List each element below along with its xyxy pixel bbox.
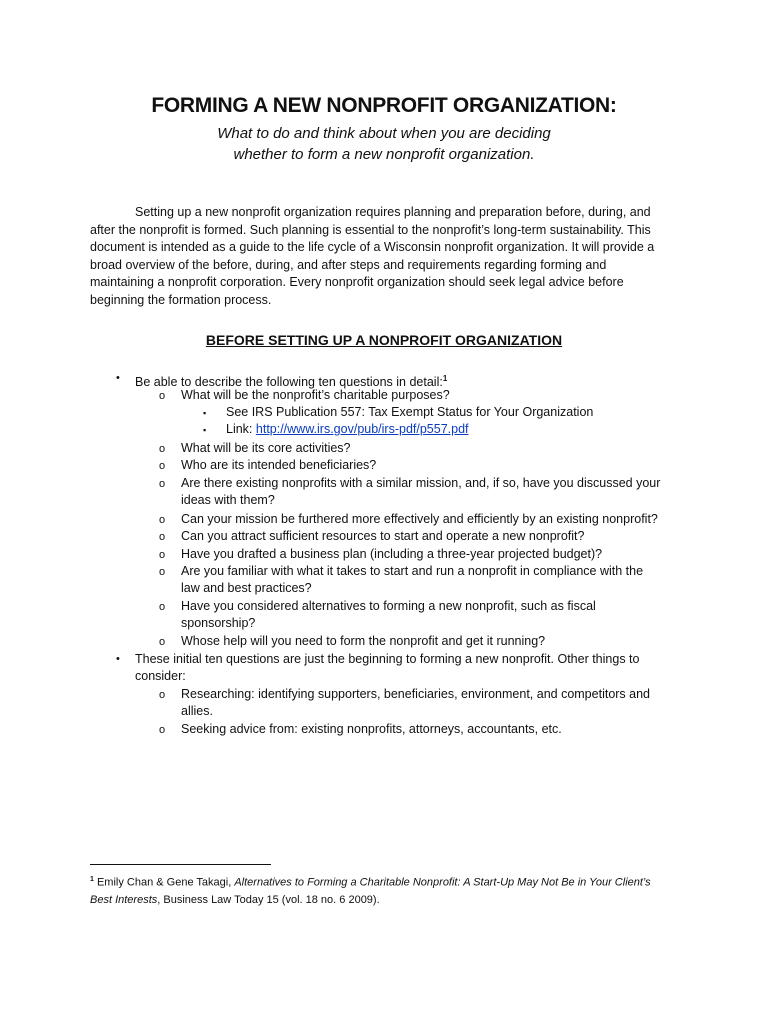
circle-marker: o: [159, 689, 166, 701]
list-subitem-continuation: ideas with them?: [181, 493, 275, 507]
list-subitem: Whose help will you need to form the nonprofit and get it running?: [181, 634, 546, 648]
list-subitem: Have you drafted a business plan (including a three-year projected budget)?: [181, 547, 603, 561]
circle-marker: o: [159, 514, 166, 526]
bullet-marker: •: [116, 372, 120, 384]
irs-publication-link[interactable]: http://www.irs.gov/pub/irs-pdf/p557.pdf: [255, 422, 469, 436]
intro-line: after the nonprofit is formed. Such planning is essential to the nonprofit’s long-term sustainability. This: [90, 222, 651, 237]
square-marker: ▪: [203, 425, 207, 435]
square-marker: ▪: [203, 408, 207, 418]
circle-marker: o: [159, 636, 166, 648]
bullet-marker: •: [116, 653, 120, 665]
list-subitem: Have you considered alternatives to forming a new nonprofit, such as fiscal: [181, 599, 596, 613]
list-subitem: Are there existing nonprofits with a similar mission, and, if so, have you discussed your: [181, 476, 661, 490]
list-subsubitem: See IRS Publication 557: Tax Exempt Status for Your Organization: [226, 405, 594, 419]
footnote-line: [90, 871, 690, 892]
intro-paragraph: [90, 204, 678, 309]
link-label: Link:: [226, 422, 256, 436]
list-subitem: What will be the nonprofit’s charitable purposes?: [181, 388, 450, 402]
circle-marker: o: [159, 531, 166, 543]
intro-line: document is intended as a guide to the life cycle of a Wisconsin nonprofit organization. It will provide a: [90, 240, 655, 254]
circle-marker: o: [159, 601, 166, 613]
circle-marker: o: [159, 549, 166, 561]
list-subsubitem: [226, 421, 469, 438]
intro-line: broad overview of the before, during, and after steps and requirements regarding forming and: [90, 257, 607, 272]
list-subitem: What will be its core activities?: [181, 441, 351, 455]
list-subitem: Can your mission be furthered more effectively and efficiently by an existing nonprofit?: [181, 512, 658, 526]
footnote-citation: , Business Law Today 15 (vol. 18 no. 6 2009).: [157, 893, 380, 906]
list-subitem: Seeking advice from: existing nonprofits, attorneys, accountants, etc.: [181, 722, 562, 736]
intro-line: beginning the formation process.: [90, 292, 272, 307]
list-subitem-continuation: law and best practices?: [181, 581, 312, 595]
footnote-line: [90, 892, 690, 909]
list-subitem: Are you familiar with what it takes to start and run a nonprofit in compliance with the: [181, 564, 644, 578]
footnote: [90, 871, 690, 909]
footnote-title: Alternatives to Forming a Charitable Nonprofit: A Start-Up May Not Be in Your Client’s: [234, 876, 651, 889]
section-heading: BEFORE SETTING UP A NONPROFIT ORGANIZATION: [205, 332, 563, 348]
circle-marker: o: [159, 478, 166, 490]
subtitle-line: whether to form a new nonprofit organization.: [233, 146, 535, 163]
page-subtitle: [0, 123, 768, 165]
footnote-authors: Emily Chan & Gene Takagi,: [93, 876, 235, 889]
footnote-reference[interactable]: 1: [442, 374, 448, 383]
circle-marker: o: [159, 390, 166, 402]
list-item: These initial ten questions are just the beginning to forming a new nonprofit. Other things to: [135, 652, 640, 666]
footnote-title-cont: Best Interests: [90, 893, 158, 906]
list-item-text: Be able to describe the following ten questions in detail:: [135, 375, 443, 390]
footnote-separator: [90, 864, 271, 865]
subtitle-line: What to do and think about when you are deciding: [217, 125, 551, 142]
page-title: FORMING A NEW NONPROFIT ORGANIZATION:: [151, 94, 617, 117]
intro-line: maintaining a nonprofit corporation. Every nonprofit organization should seek legal advice before: [90, 275, 624, 289]
circle-marker: o: [159, 724, 166, 736]
list-subitem: Who are its intended beneficiaries?: [181, 458, 377, 472]
circle-marker: o: [159, 460, 166, 472]
circle-marker: o: [159, 443, 166, 455]
circle-marker: o: [159, 566, 166, 578]
list-item-continuation: consider:: [135, 669, 186, 683]
intro-line: Setting up a new nonprofit organization requires planning and preparation before, during, and: [135, 205, 651, 219]
list-subitem-continuation: allies.: [181, 704, 213, 718]
list-subitem: Researching: identifying supporters, beneficiaries, environment, and competitors and: [181, 687, 651, 701]
list-subitem-continuation: sponsorship?: [181, 616, 256, 630]
list-subitem: Can you attract sufficient resources to start and operate a new nonprofit?: [181, 529, 585, 543]
footnote-number: 1: [90, 876, 94, 883]
